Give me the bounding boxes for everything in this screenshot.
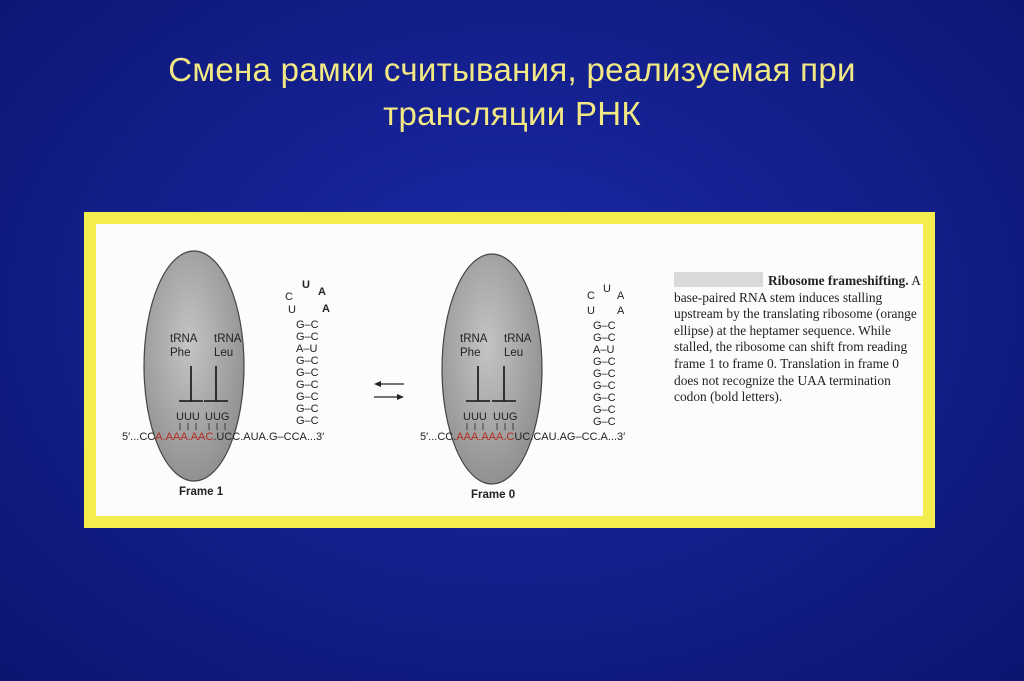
redacted-figure-number (674, 272, 763, 287)
frame1-group (122, 251, 330, 498)
svg-text:G–C: G–C (296, 319, 319, 331)
svg-text:G–C: G–C (593, 320, 616, 332)
svg-text:A: A (318, 286, 326, 298)
trna-phe-name-1: Phe (170, 347, 191, 359)
ribosome-ellipse-frame0 (442, 254, 542, 484)
svg-text:A–U: A–U (593, 344, 615, 356)
stem-loop-frame0 (587, 283, 625, 428)
svg-text:U: U (302, 279, 310, 291)
caption-text: A base-paired RNA stem induces stalling upstream by the translating ribosome (orange ellipse) at the heptamer sequence. While stalled, the ribosome can shift from reading frame 1 to frame 0. Translation in frame 0 does not recognize the UAA termination codon (bold letters). (674, 273, 921, 405)
anticodon-uuu-1: UUU (176, 411, 200, 423)
svg-text:U: U (288, 304, 296, 316)
svg-text:G–C: G–C (593, 332, 616, 344)
svg-text:A–U: A–U (296, 343, 318, 355)
trna-phe-label-0: tRNA (460, 333, 488, 345)
anticodon-uuu-0: UUU (463, 411, 487, 423)
svg-text:G–C: G–C (296, 379, 319, 391)
title-line-1: Смена рамки считывания, реализуемая при (168, 51, 856, 88)
mrna-sequence-frame0: 5′...CC.AAA.AAA.CUC.CAU.AG–CC.A...3′ (420, 431, 626, 443)
svg-text:A: A (617, 305, 625, 317)
svg-text:G–C: G–C (296, 403, 319, 415)
svg-text:U: U (603, 283, 611, 295)
frame1-label: Frame 1 (179, 486, 224, 498)
anticodon-uug-1: UUG (205, 411, 230, 423)
svg-text:G–C: G–C (593, 380, 616, 392)
svg-text:G–C: G–C (593, 404, 616, 416)
frame0-label: Frame 0 (471, 489, 516, 501)
trna-leu-name-1: Leu (214, 347, 234, 359)
svg-text:C: C (285, 291, 293, 303)
caption-heading: Ribosome frameshifting. (768, 273, 909, 288)
svg-text:G–C: G–C (296, 331, 319, 343)
svg-text:G–C: G–C (296, 355, 319, 367)
svg-text:C: C (587, 290, 595, 302)
frame0-group (420, 254, 625, 501)
trna-leu-label-0: tRNA (504, 333, 532, 345)
svg-text:A: A (322, 303, 330, 315)
trna-phe-label-1: tRNA (170, 333, 198, 345)
svg-text:G–C: G–C (593, 392, 616, 404)
svg-text:G–C: G–C (296, 391, 319, 403)
ribosome-ellipse-frame1 (144, 251, 244, 481)
svg-text:G–C: G–C (296, 415, 319, 427)
svg-text:G–C: G–C (593, 368, 616, 380)
title-line-2: трансляции РНК (383, 95, 641, 132)
equilibrium-arrows (374, 381, 404, 400)
svg-text:G–C: G–C (296, 367, 319, 379)
figure-caption (674, 272, 924, 406)
anticodon-uug-0: UUG (493, 411, 518, 423)
svg-text:U: U (587, 305, 595, 317)
svg-text:G–C: G–C (593, 356, 616, 368)
svg-text:A: A (617, 290, 625, 302)
trna-leu-name-0: Leu (504, 347, 524, 359)
svg-text:G–C: G–C (593, 416, 616, 428)
mrna-sequence-frame1: 5′...CCA.AAA.AAC.UCC.AUA.G–CCA...3′ (122, 431, 325, 443)
figure-panel (84, 212, 935, 528)
trna-phe-name-0: Phe (460, 347, 481, 359)
slide-title (60, 48, 964, 136)
stem-loop-frame1 (285, 279, 330, 427)
trna-leu-label-1: tRNA (214, 333, 242, 345)
